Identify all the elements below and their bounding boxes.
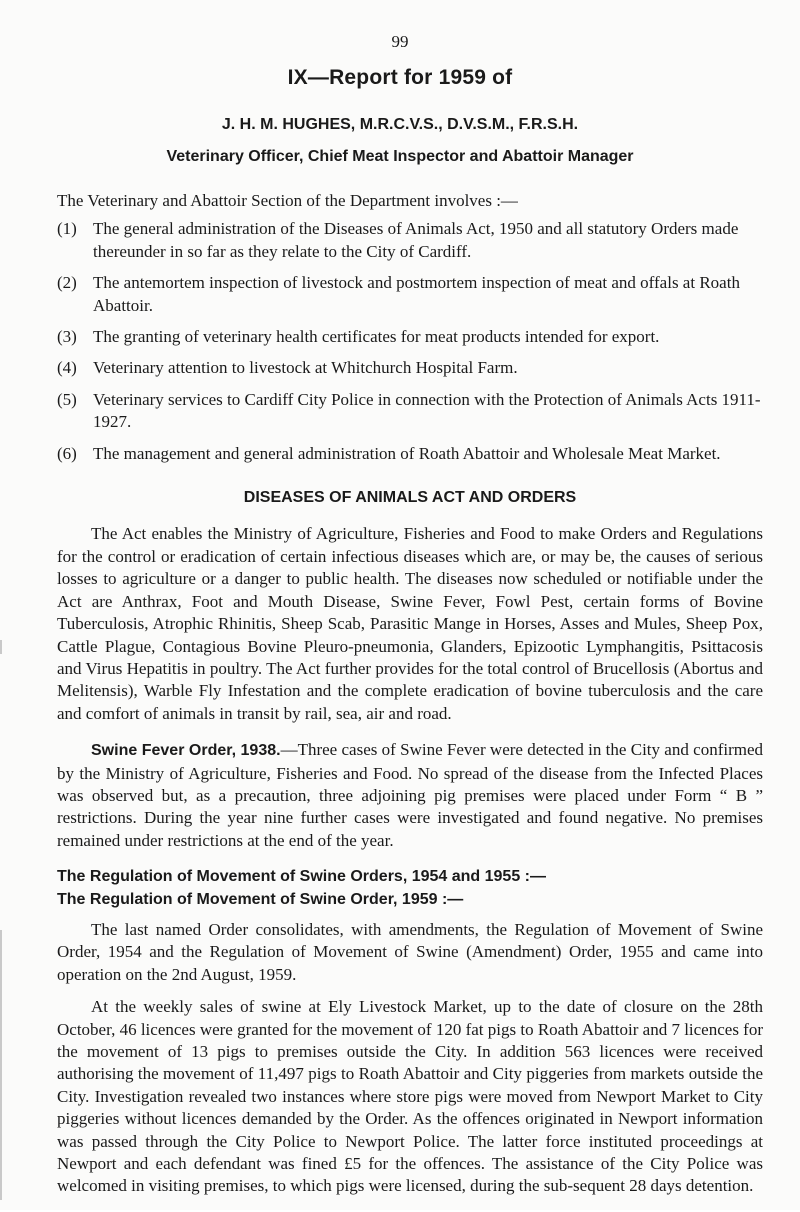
list-item-number: (2) [57,273,77,293]
movement-headings [57,866,763,911]
list-item-text: The general administration of the Diseases of Animals Act, 1950 and all statutory Orders made thereunder in so far as they relate to the City of Cardiff. [93,219,739,261]
duties-list [57,218,763,465]
list-item-text: The management and general administration of Roath Abattoir and Wholesale Meat Market. [93,443,721,463]
report-body [57,190,763,1212]
list-item-number: (1) [57,219,77,239]
swine-fever-paragraph [57,739,763,852]
list-item-number: (3) [57,327,77,347]
subsection-heading: The Regulation of Movement of Swine Order, 1959 :— [57,890,464,908]
author-line: J. H. M. HUGHES, M.R.C.V.S., D.V.S.M., F.R.S.H. [221,116,579,133]
movement-paragraph: The last named Order consolidates, with amendments, the Regulation of Movement of Swine Order, 1954 and the Regulation of Movement of Swine (Amendment) Order, 1955 and came into operation on the 2nd August, 1959. [57,919,763,984]
section-heading: DISEASES OF ANIMALS ACT AND ORDERS [243,489,577,507]
list-item-text: The antemortem inspection of livestock and postmortem inspection of meat and offals at Roath Abattoir. [93,273,740,315]
list-item [57,272,763,317]
list-item [57,218,763,263]
list-item [57,357,763,379]
list-item-number: (6) [57,443,77,463]
scan-edge-mark [0,640,2,654]
swine-fever-text: —Three cases of Swine Fever were detected in the City and confirmed by the Ministry of Agriculture, Fisheries and Food. No spread of the disease from the Infected Places was observed but, as a precaution, three adjoining pig premises were placed under Form “ B ” restrictions. During the year nine further cases were investigated and found negative. No premises remained under restrictions at the end of the year. [57,740,764,850]
diseases-paragraph: The Act enables the Ministry of Agriculture, Fisheries and Food to make Orders and Regulations for the control or eradication of certain infectious diseases which are, or may be, the causes of serious losses to agriculture or a danger to public health. The diseases now scheduled or notifiable under the Act are Anthrax, Foot and Mouth Disease, Swine Fever, Fowl Pest, certain forms of Bovine Tuberculosis, Atrophic Rhinitis, Sheep Scab, Parasitic Mange in Horses, Asses and Mules, Sheep Pox, Cattle Plague, Contagious Bovine Pleuro-pneumonia, Glanders, Epizootic Lymphangitis, Psittacosis and Virus Hepatitis in poultry. The Act further provides for the total control of Brucellosis (Abortus and Melitensis), Warble Fly Infestation and the complete eradication of bovine tuberculosis and the care and comfort of animals in transit by rail, sea, air and road. [57,524,763,723]
list-item [57,326,763,348]
list-item [57,443,763,465]
intro-text: The Veterinary and Abattoir Section of the Department involves :— [57,191,518,210]
list-item-number: (5) [57,389,77,409]
movement-paragraph: At the weekly sales of swine at Ely Livestock Market, up to the date of closure on the 28th October, 46 licences were granted for the movement of 120 fat pigs to Roath Abattoir and 7 licences for the movement of 13 pigs to premises outside the City. In addition 563 licences were received authorising the movement of 11,497 pigs to Roath Abattoir and City piggeries from markets outside the City. Investigation revealed two instances where store pigs were moved from Newport Market to City piggeries without licences demanded by the Order. As the offences originated in Newport information was passed through the City Police to Newport Police. The latter force instituted proceedings at Newport and each defendant was fined £5 for the offences. The assistance of the City Police was welcomed in visiting premises, to which pigs were licensed, during the sub-sequent 28 days detention. [57,997,764,1196]
run-in-heading: Swine Fever Order, 1938. [91,742,281,760]
list-item-text: Veterinary attention to livestock at Whitchurch Hospital Farm. [93,358,518,378]
list-item-text: The granting of veterinary health certificates for meat products intended for export. [93,327,660,347]
subsection-heading: The Regulation of Movement of Swine Orders, 1954 and 1955 :— [57,868,546,886]
list-item-text: Veterinary services to Cardiff City Police in connection with the Protection of Animals Acts 1911-1927. [93,389,761,432]
list-item-number: (4) [57,358,77,378]
report-title: IX—Report for 1959 of [287,66,513,89]
list-item [57,389,763,434]
author-role: Veterinary Officer, Chief Meat Inspector and Abattoir Manager [166,148,634,165]
page-number: 99 [391,32,409,51]
scan-edge-mark [0,930,2,1200]
